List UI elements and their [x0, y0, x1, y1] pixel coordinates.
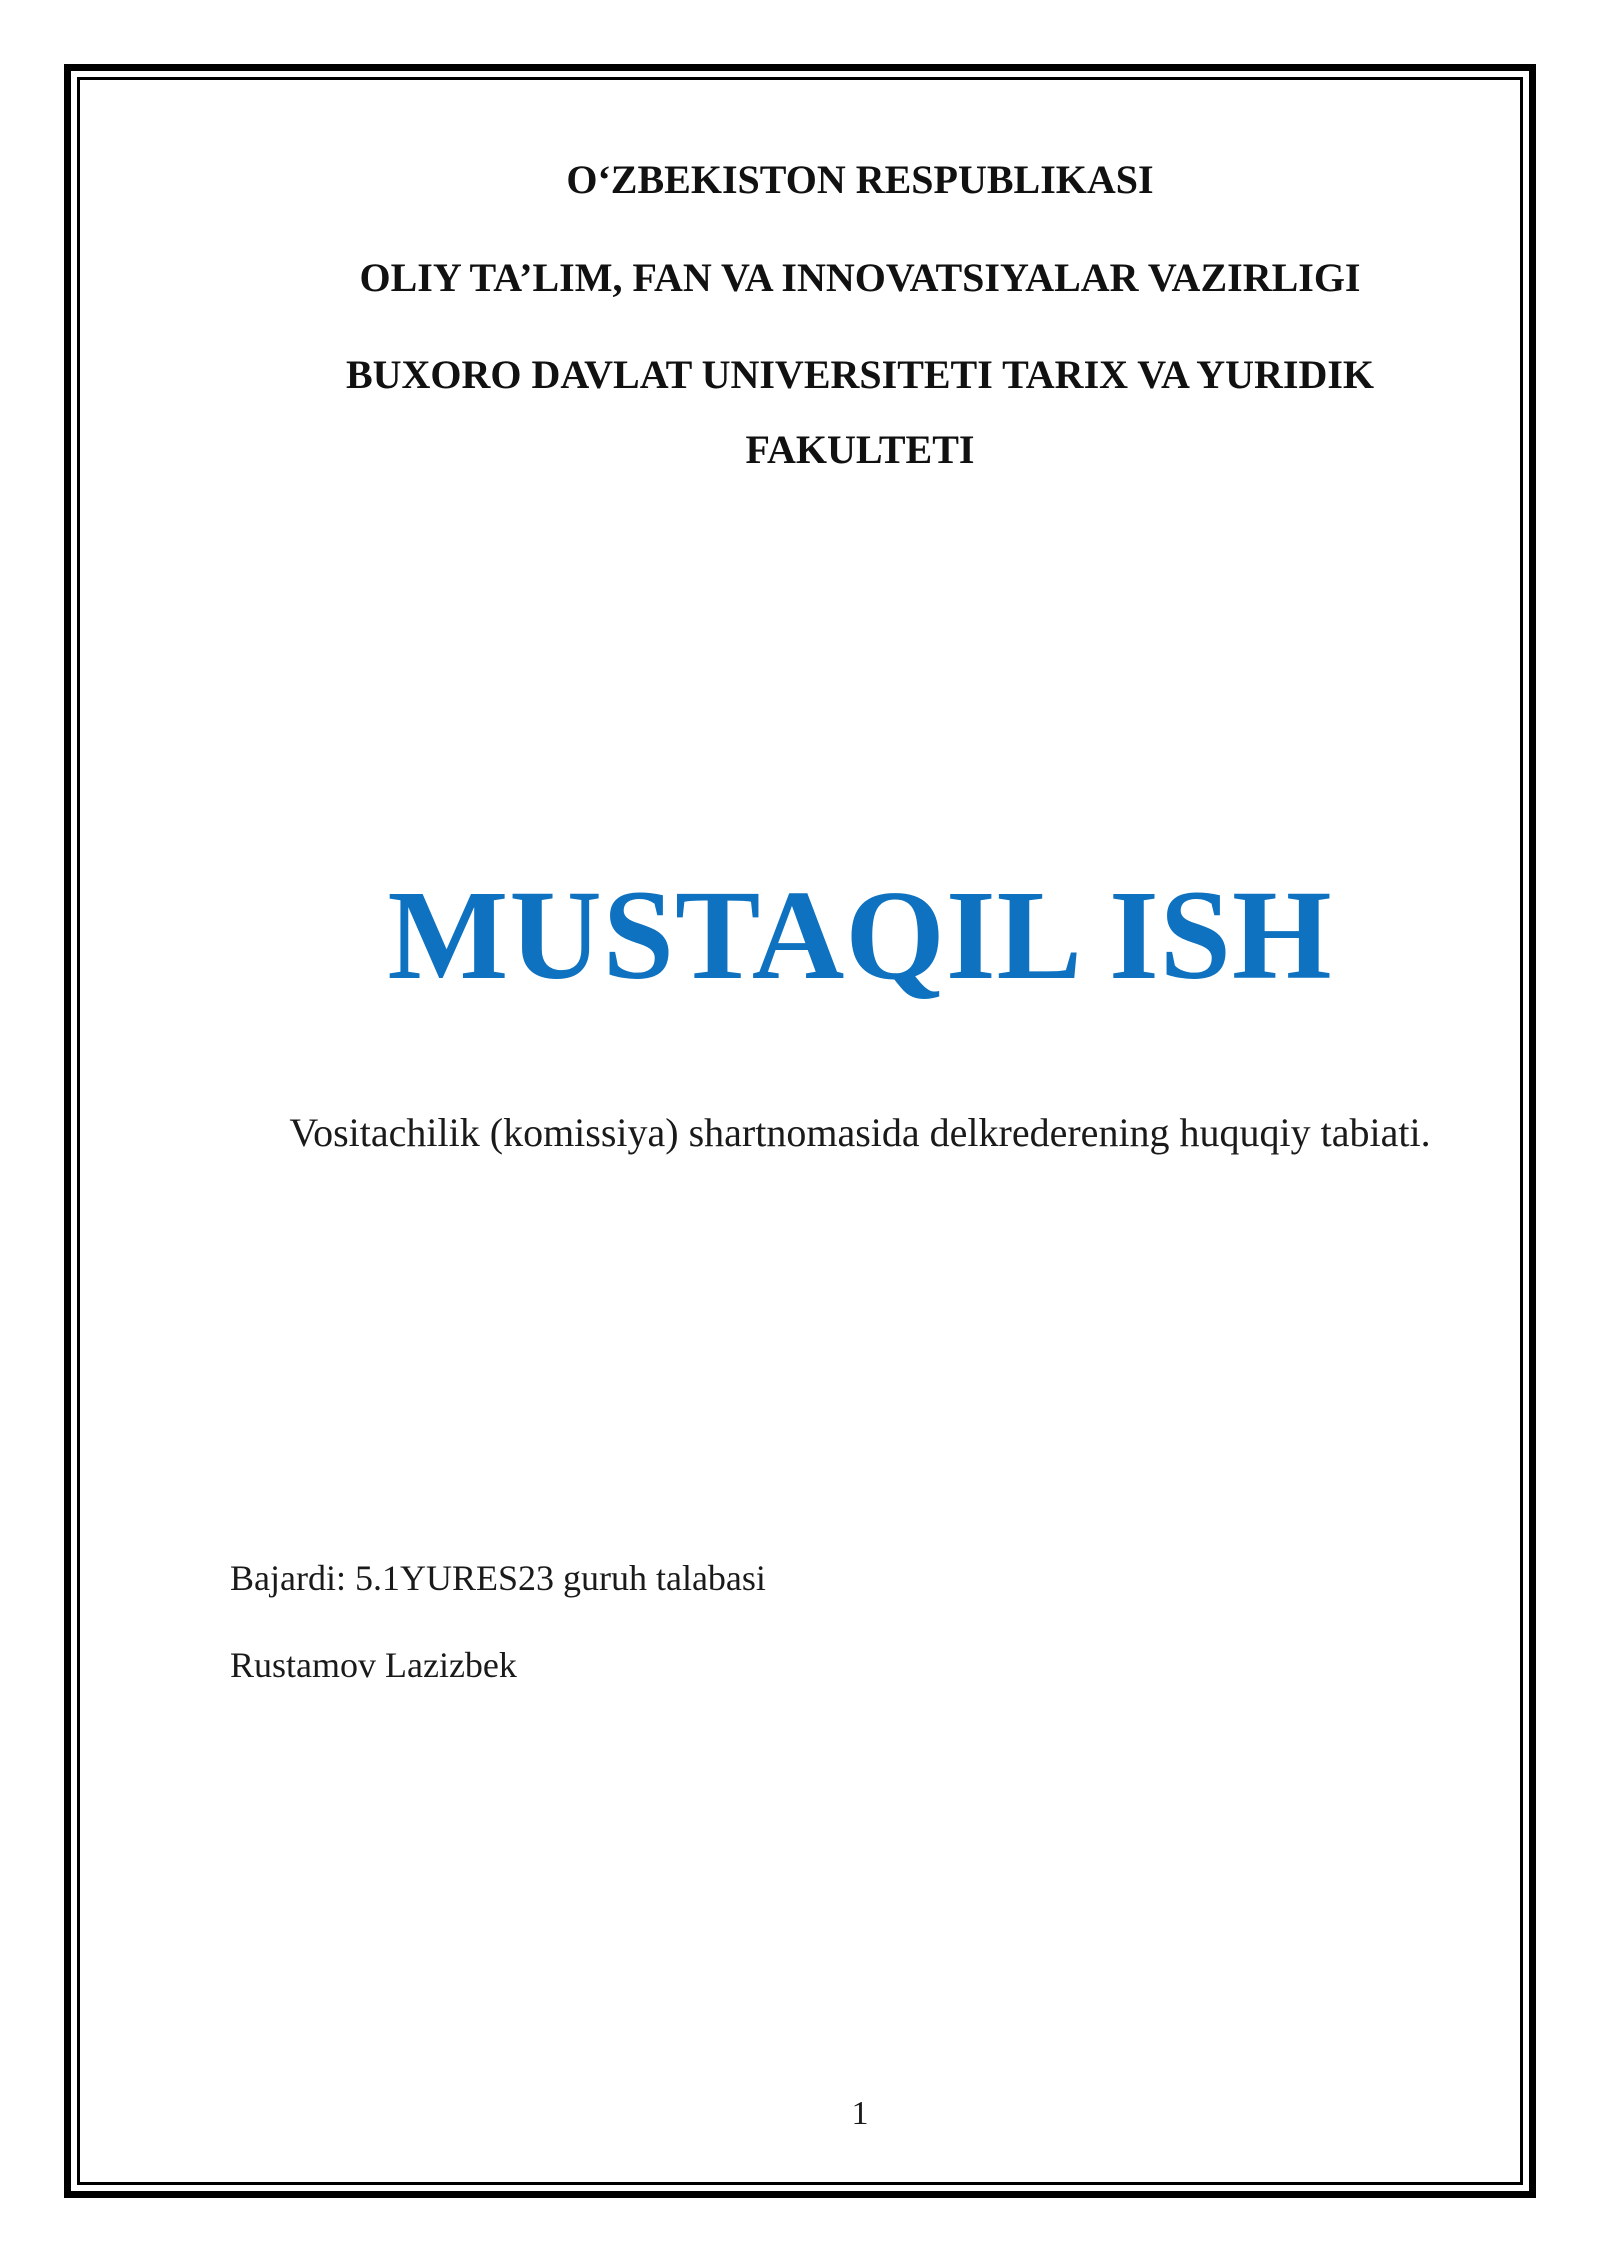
header-ministry: OLIY TA’LIM, FAN VA INNOVATSIYALAR VAZIRLIGI [359, 255, 1361, 300]
author-name: Rustamov Lazizbek [230, 1645, 517, 1685]
header-country: O‘ZBEKISTON RESPUBLIKASI [566, 157, 1154, 202]
author-group: Bajardi: 5.1YURES23 guruh talabasi [230, 1558, 766, 1598]
page-number: 1 [851, 2095, 869, 2132]
header-university: BUXORO DAVLAT UNIVERSITETI TARIX VA YURIDIK [345, 352, 1375, 397]
document-title: MUSTAQIL ISH [387, 864, 1333, 1006]
document-topic: Vositachilik (komissiya) shartnomasida delkrederening huquqiy tabiati. [289, 1110, 1431, 1155]
header-faculty: FAKULTETI [745, 427, 975, 472]
